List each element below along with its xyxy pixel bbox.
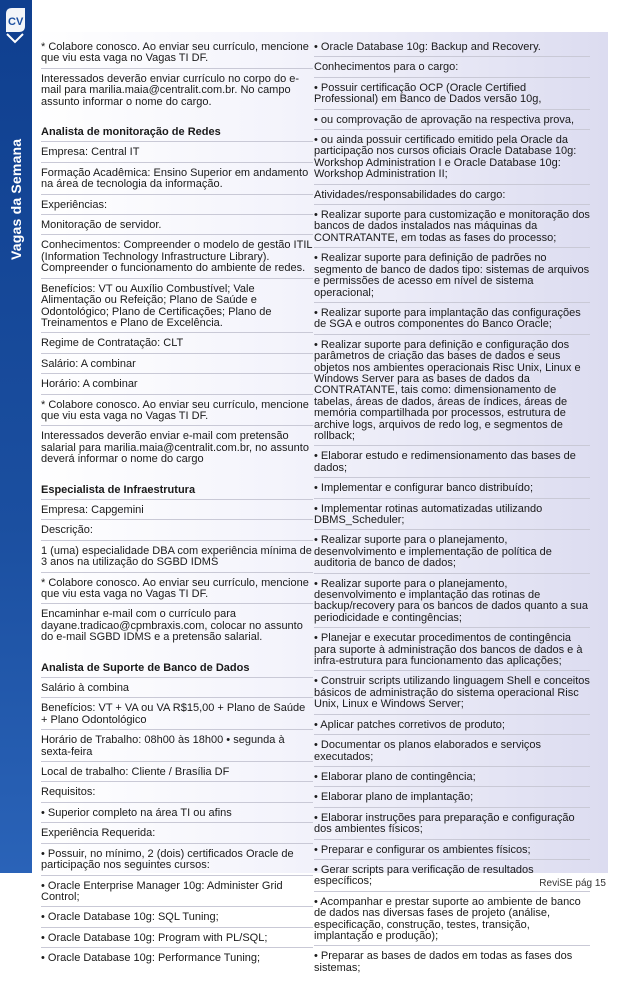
text-line: Horário: A combinar: [41, 378, 313, 394]
text-line: Descrição:: [41, 524, 313, 540]
text-line: • Realizar suporte para o planejamento, desenvolvimento e implementação de política de auditoria de banco de dados;: [314, 534, 590, 573]
text-line: Empresa: Capgemini: [41, 504, 313, 520]
text-line: • Implementar rotinas automatizadas utilizando DBMS_Scheduler;: [314, 503, 590, 531]
job-title: Analista de Suporte de Banco de Dados: [41, 662, 313, 678]
text-line: Benefícios: VT + VA ou VA R$15,00 + Plano de Saúde + Plano Odontológico: [41, 702, 313, 730]
text-line: Benefícios: VT ou Auxílio Combustível; Vale Alimentação ou Refeição; Plano de Saúde e Odontológico; Plano de Certificações; Plano de Treinamentos e Plano de Excelência.: [41, 283, 313, 334]
text-line: Conhecimentos: Compreender o modelo de gestão ITIL (Information Technology Infrastructure Library). Compreender o funcionamento do ambiente de redes.: [41, 239, 313, 278]
text-line: Empresa: Central IT: [41, 146, 313, 162]
text-line: • Realizar suporte para customização e monitoração dos bancos de dados instalados nas máquinas da CONTRATANTE, em todas as fases do processo;: [314, 209, 590, 248]
job-title: Analista de monitoração de Redes: [41, 126, 313, 142]
text-line: Experiência Requerida:: [41, 827, 313, 843]
text-line: • Preparar as bases de dados em todas as fases dos sistemas;: [314, 950, 573, 974]
text-line: • Realizar suporte para implantação das configurações de SGA e outros componentes do Banco Oracle;: [314, 307, 590, 335]
text-line: • ou ainda possuir certificado emitido pela Oracle da participação nos cursos oficiais Oracle Database 10g: Workshop Administration I e Oracle Database 10g: Workshop Administration II;: [314, 134, 590, 185]
text-line: Regime de Contratação: CLT: [41, 337, 313, 353]
text-line: Atividades/responsabilidades do cargo:: [314, 189, 590, 205]
text-line: • Realizar suporte para definição e configuração dos parâmetros de criação das bases de dados e seus objetos nos ambientes operacionais Risc Unix, Linux e Windows Server para as bases de dados da CONTRATANTE, tais como: dimensionamento de tabelas, áreas de dados, áreas de índices, áreas de memória compartilhada por processos, estrutura de archive logs, arquivos de redo log, e segmentos de rollback;: [314, 339, 590, 447]
text-line: Conhecimentos para o cargo:: [314, 61, 590, 77]
text-line: Encaminhar e-mail com o currículo para dayane.tradicao@cpmbraxis.com, colocar no assunto do e-mail SGBD IDMS e a pretensão salarial.: [41, 608, 303, 644]
text-line: • Realizar suporte para o planejamento, desenvolvimento e implantação das rotinas de backup/recovery para os bancos de dados quanto a sua periodicidade e contingências;: [314, 578, 590, 629]
text-line: Local de trabalho: Cliente / Brasília DF: [41, 766, 313, 782]
text-line: • Oracle Database 10g: Backup and Recovery.: [314, 41, 590, 57]
text-line: • Elaborar plano de contingência;: [314, 771, 590, 787]
text-line: • Elaborar plano de implantação;: [314, 791, 590, 807]
text-line: • Implementar e configurar banco distribuído;: [314, 482, 590, 498]
page-number: ReviSE pág 15: [539, 878, 606, 889]
text-line: • Preparar e configurar os ambientes físicos;: [314, 844, 590, 860]
sidebar-title: Vagas da Semana: [8, 138, 24, 260]
text-line: Interessados deverão enviar e-mail com pretensão salarial para marilia.maia@centralit.com.br, no assunto deverá informar o nome do cargo: [41, 430, 309, 466]
text-line: • Documentar os planos elaborados e serviços executados;: [314, 739, 590, 767]
text-line: • Oracle Enterprise Manager 10g: Administer Grid Control;: [41, 880, 313, 908]
cv-logo-icon: [3, 4, 29, 48]
text-line: * Colabore conosco. Ao enviar seu currículo, mencione que viu esta vaga no Vagas TI DF.: [41, 41, 313, 69]
text-line: • Possuir, no mínimo, 2 (dois) certificados Oracle de participação nos seguintes cursos:: [41, 848, 313, 876]
text-line: • Planejar e executar procedimentos de contingência para suporte à administração dos bancos de dados e à infra-estrutura para funcionamento das aplicações;: [314, 632, 590, 671]
job-title: Especialista de Infraestrutura: [41, 484, 313, 500]
text-line: • Oracle Database 10g: Performance Tuning;: [41, 952, 261, 965]
text-line: • Elaborar estudo e redimensionamento das bases de dados;: [314, 450, 590, 478]
text-line: • ou comprovação de aprovação na respectiva prova,: [314, 114, 590, 130]
logo-text: CV: [8, 16, 24, 28]
text-line: Interessados deverão enviar currículo no corpo do e-mail para marilia.maia@centralit.com.br. No campo assunto informar o nome do cargo.: [41, 72, 300, 108]
text-line: 1 (uma) especialidade DBA com experiência mínima de 3 anos na utilização do SGBD IDMS: [41, 545, 313, 573]
text-line: • Superior completo na área TI ou afins: [41, 807, 313, 823]
text-line: • Aplicar patches corretivos de produto;: [314, 719, 590, 735]
text-line: • Construir scripts utilizando linguagem Shell e conceitos básicos de administração do sistema operacional Risc Unix, Linux e Windows Server;: [314, 675, 590, 714]
text-line: • Acompanhar e prestar suporte ao ambiente de banco de dados nas diversas fases de projeto (análise, especificação, construção, testes, transição, implantação e produção);: [314, 896, 590, 947]
text-line: * Colabore conosco. Ao enviar seu currículo, mencione que viu esta vaga no Vagas TI DF.: [41, 577, 313, 605]
text-line: Salário: A combinar: [41, 358, 313, 374]
text-line: • Elaborar instruções para preparação e configuração dos ambientes físicos;: [314, 812, 590, 840]
text-line: Requisitos:: [41, 786, 313, 802]
text-line: Horário de Trabalho: 08h00 às 18h00 • segunda à sexta-feira: [41, 734, 313, 762]
text-line: Salário à combina: [41, 682, 313, 698]
text-line: Experiências:: [41, 199, 313, 215]
sidebar: [0, 0, 32, 873]
text-line: • Gerar scripts para verificação de resultados específicos;: [314, 864, 590, 892]
text-line: Monitoração de servidor.: [41, 219, 313, 235]
text-line: • Possuir certificação OCP (Oracle Certified Professional) em Banco de Dados versão 10g,: [314, 82, 590, 110]
text-line: Formação Acadêmica: Ensino Superior em andamento na área de tecnologia da informação.: [41, 167, 313, 195]
left-column: [41, 41, 313, 972]
text-line: • Oracle Database 10g: Program with PL/SQL;: [41, 932, 313, 948]
text-line: • Realizar suporte para definição de padrões no segmento de banco de dados tipo: sistemas de arquivos e permissões de acesso em nível de sistema operacional;: [314, 252, 590, 303]
text-line: • Oracle Database 10g: SQL Tuning;: [41, 911, 313, 927]
right-column: [314, 41, 590, 981]
text-line: * Colabore conosco. Ao enviar seu currículo, mencione que viu esta vaga no Vagas TI DF.: [41, 399, 313, 427]
